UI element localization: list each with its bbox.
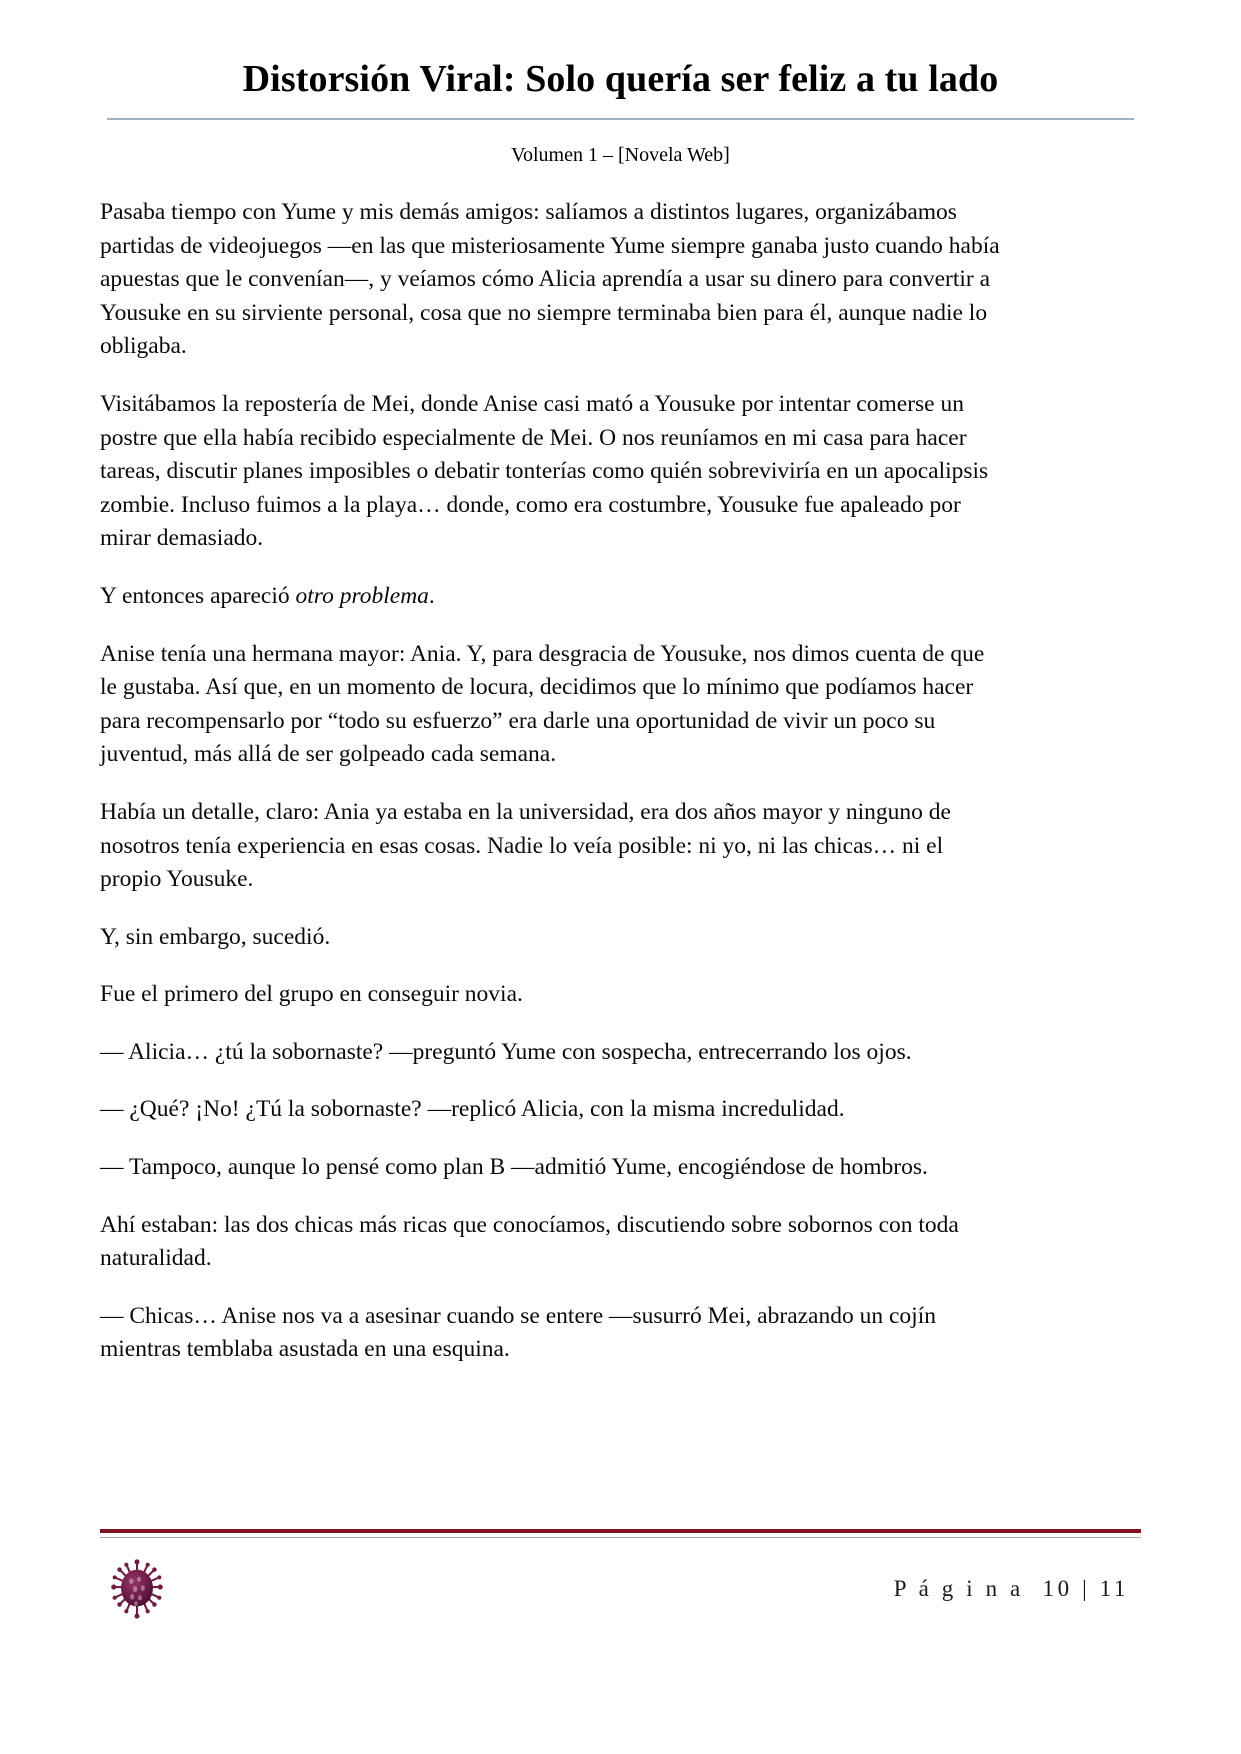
document-body	[100, 196, 1000, 1391]
body-paragraph-emphasis	[100, 580, 1000, 614]
dialogue-line: — Tampoco, aunque lo pensé como plan B —admitió Yume, encogiéndose de hombros.	[100, 1154, 928, 1181]
page-number: P á g i n a 10 | 11	[893, 1576, 1129, 1601]
emphasized-text: otro problema	[295, 582, 429, 609]
paragraph-tail-text: .	[428, 582, 435, 609]
body-paragraph: Ahí estaban: las dos chicas más ricas que conocíamos, discutiendo sobre sobornos con toda naturalidad.	[100, 1211, 959, 1272]
body-paragraph: Anise tenía una hermana mayor: Ania. Y, para desgracia de Yousuke, nos dimos cuenta de que le gustaba. Así que, en un momento de locura, decidimos que lo mínimo que podíamos hacer para recompensarlo por “todo su esfuerzo” era darle una oportunidad de vivir un poco su juventud, más allá de ser golpeado cada semana.	[100, 640, 985, 768]
body-paragraph: Fue el primero del grupo en conseguir novia.	[100, 981, 523, 1008]
body-paragraph: Y, sin embargo, sucedió.	[100, 923, 331, 950]
body-paragraph: Había un detalle, claro: Ania ya estaba en la universidad, era dos años mayor y ninguno de nosotros tenía experiencia en esas cosas. Nadie lo veía posible: ni yo, ni las chicas… ni el propio Yousuke.	[100, 798, 951, 893]
footer-divider	[100, 1529, 1141, 1533]
document-subtitle: Volumen 1 – [Novela Web]	[511, 143, 730, 166]
document-footer	[100, 1529, 1141, 1622]
page-title: Distorsión Viral: Solo quería ser feliz a tu lado	[242, 58, 999, 100]
paragraph-lead-text: Y entonces apareció	[100, 582, 296, 609]
virus-icon	[106, 1558, 168, 1620]
document-header	[0, 56, 1241, 168]
dialogue-line: — Chicas… Anise nos va a asesinar cuando se entere —susurró Mei, abrazando un cojín mientras temblaba asustada en una esquina.	[100, 1302, 936, 1363]
header-divider	[107, 118, 1134, 120]
body-paragraph: Pasaba tiempo con Yume y mis demás amigos: salíamos a distintos lugares, organizábamos partidas de videojuegos —en las que misteriosamente Yume siempre ganaba justo cuando había apuestas que le convenían—, y veíamos cómo Alicia aprendía a usar su dinero para convertir a Yousuke en su sirviente personal, cosa que no siempre terminaba bien para él, aunque nadie lo obligaba.	[100, 199, 1000, 360]
dialogue-line: — ¿Qué? ¡No! ¿Tú la sobornaste? —replicó Alicia, con la misma incredulidad.	[100, 1096, 845, 1123]
dialogue-line: — Alicia… ¿tú la sobornaste? —preguntó Yume con sospecha, entrecerrando los ojos.	[100, 1038, 912, 1065]
body-paragraph: Visitábamos la repostería de Mei, donde Anise casi mató a Yousuke por intentar comerse un postre que ella había recibido especialmente de Mei. O nos reuníamos en mi casa para hacer tareas, discutir planes imposibles o debatir tonterías como quién sobreviviría en un apocalipsis zombie. Incluso fuimos a la playa… donde, como era costumbre, Yousuke fue apaleado por mirar demasiado.	[100, 390, 989, 552]
footer-divider-thin	[100, 1537, 1141, 1538]
